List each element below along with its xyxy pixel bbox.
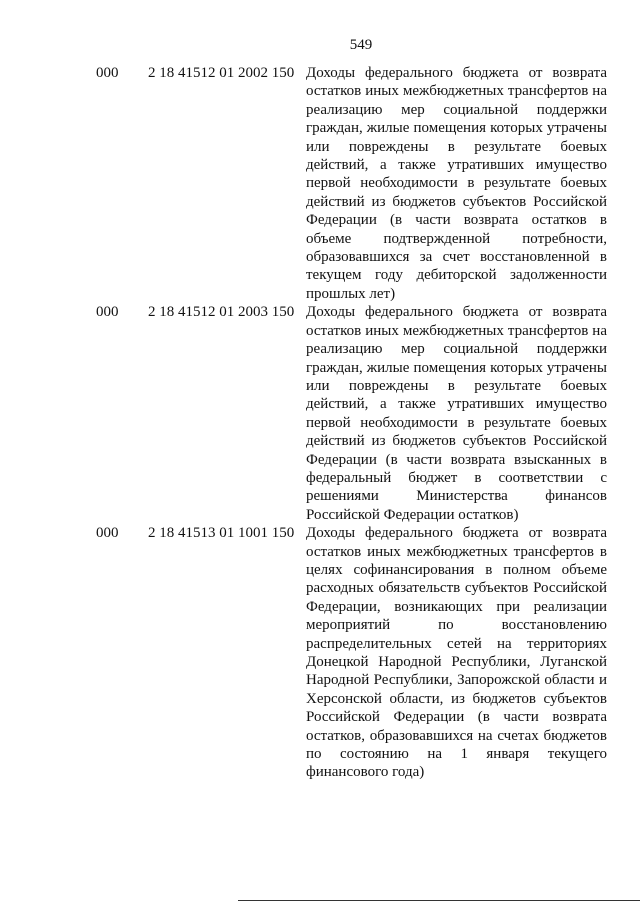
budget-classification-code: 2 18 41512 01 2002 150	[148, 65, 295, 81]
admin-code: 000	[96, 304, 119, 321]
page-bottom-divider	[238, 900, 640, 901]
budget-classification-code: 2 18 41512 01 2003 150	[148, 304, 295, 321]
income-description: Доходы федерального бюджета от возврата остатков иных межбюджетных трансфертов на реализацию мер социальной поддержки граждан, жилые помещения которых утрачены или повреждены в результате боевых действий, а также утративших имущество первой необходимости в результате боевых действий из бюджетов субъектов Российской Федерации (в части возврата взысканных в федеральный бюджет в соответствии с решениями Министерства финансов Российской Федерации остатков)	[306, 304, 607, 523]
table-row	[0, 524, 640, 782]
budget-classification-code: 2 18 41513 01 1001 150	[148, 525, 295, 542]
table-row	[0, 303, 640, 524]
income-description: Доходы федерального бюджета от возврата остатков иных межбюджетных трансфертов в целях софинансирования в полном объеме расходных обязательств субъектов Российской Федерации, возникающих при реализации мероприятий по восстановлению распределительных сетей на территориях Донецкой Народной Республики, Луганской Народной Республики, Запорожской области и Херсонской области, из бюджетов субъектов Российской Федерации (в части возврата остатков, образовавшихся на счетах бюджетов по состоянию на 1 января текущего финансового года)	[306, 525, 607, 781]
page-number: 549	[349, 37, 373, 53]
budget-code-table	[0, 64, 640, 782]
admin-code: 000	[96, 65, 119, 81]
income-description: Доходы федерального бюджета от возврата остатков иных межбюджетных трансфертов на реализацию мер социальной поддержки граждан, жилые помещения которых утрачены или повреждены в результате боевых действий, а также утративших имущество первой необходимости в результате боевых действий из бюджетов субъектов Российской Федерации (в части возврата остатков в объеме подтвержденной потребности, образовавшихся за счет восстановленной в текущем году дебиторской задолженности прошлых лет)	[306, 65, 607, 302]
admin-code: 000	[96, 525, 119, 542]
table-row	[0, 64, 640, 303]
